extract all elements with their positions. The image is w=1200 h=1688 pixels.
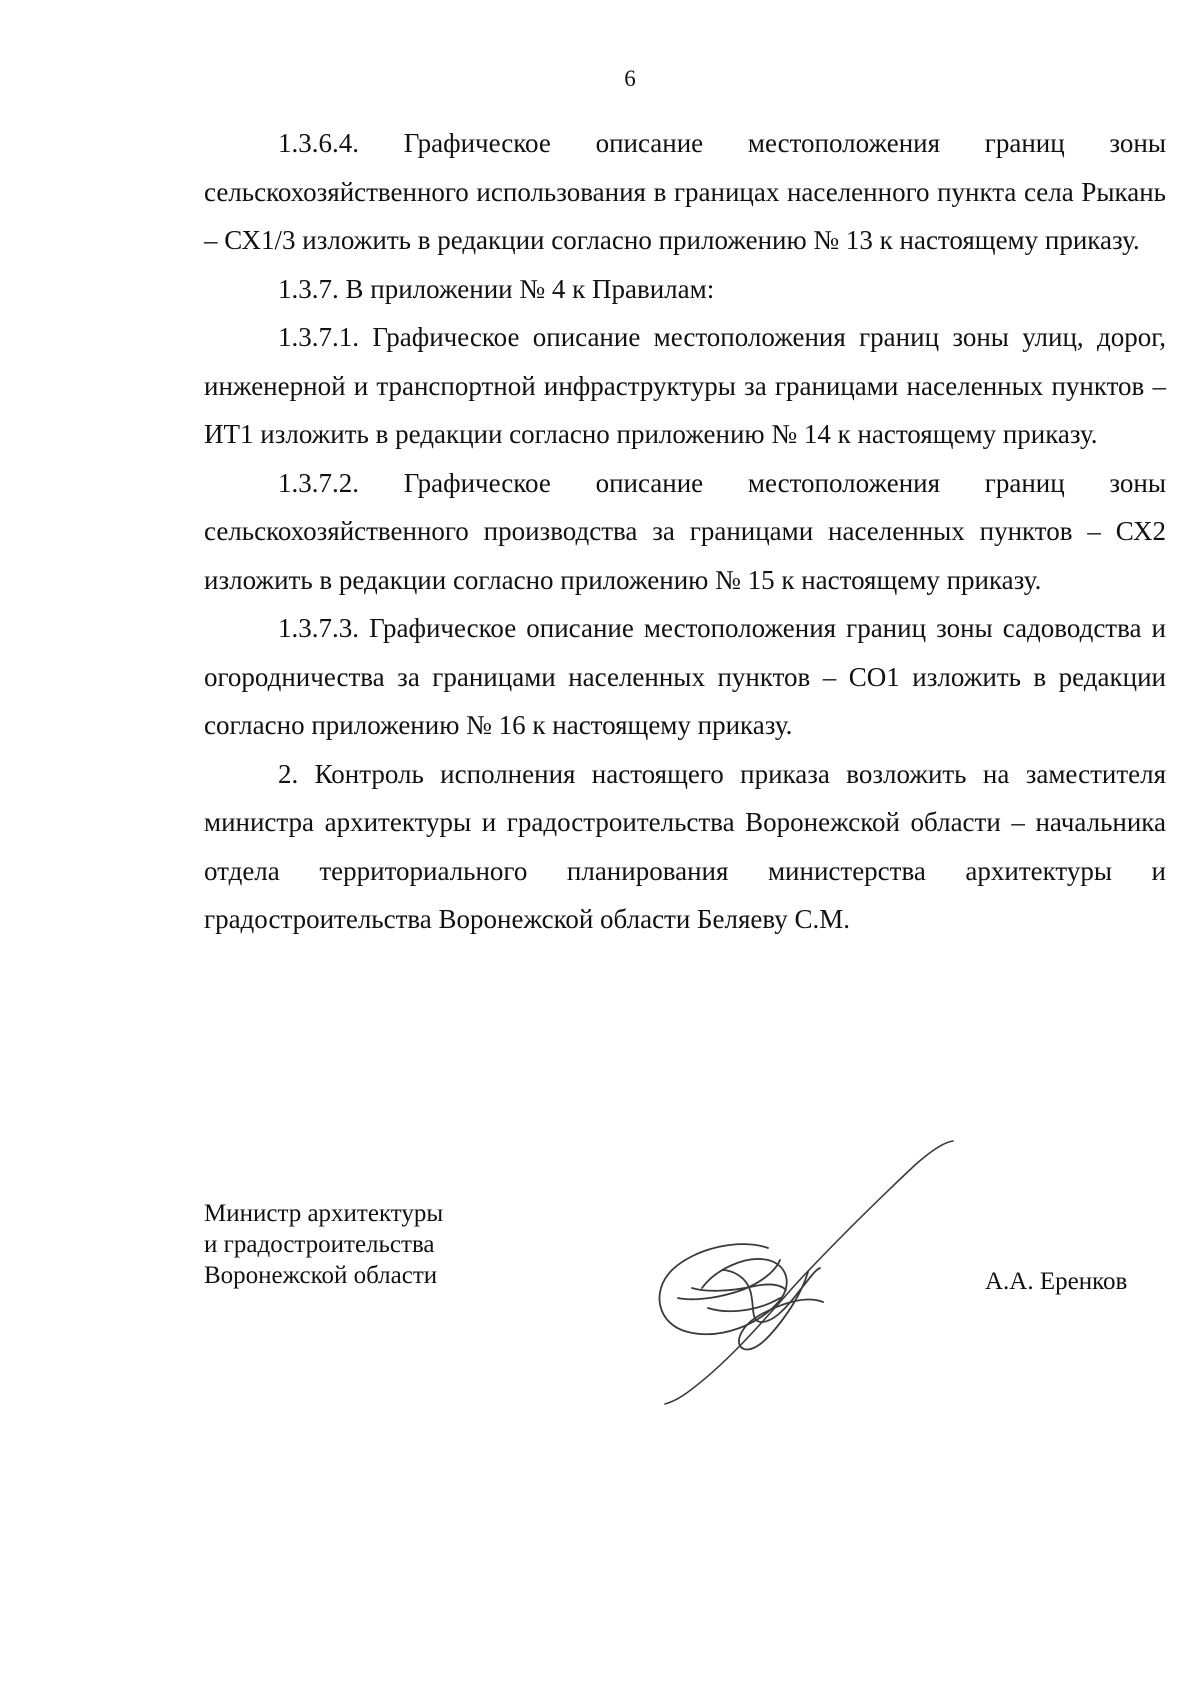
signatory-position-line: Воронежской области [204,1262,438,1289]
signature-stroke [739,1272,823,1349]
paragraph-1-3-7: 1.3.7. В приложении № 4 к Правилам: [278,273,715,304]
document-body [204,119,1166,944]
paragraph-1-3-7-3: 1.3.7.3. Графическое описание местоположения границ зоны садоводства и огородничества за границами населенных пунктов – СО1 изложить в редакции согласно приложению № 16 к настоящему приказу. [204,613,1166,740]
handwritten-signature [610,1120,970,1410]
signature-stroke [692,1284,786,1290]
page-number: 6 [624,66,636,91]
paragraph-1-3-7-2: 1.3.7.2. Графическое описание местоположения границ зоны сельскохозяйственного производства за границами населенных пунктов – СХ2 изложить в редакции согласно приложению № 15 к настоящему приказу. [204,467,1166,595]
paragraph-1-3-6-4: 1.3.6.4. Графическое описание местоположения границ зоны сельскохозяйственного использования в границах населенного пункта села Рыкань – СХ1/3 изложить в редакции согласно приложению № 13 к настоящему приказу. [204,128,1166,255]
signatory-position-line: и градостроительства [204,1231,435,1258]
paragraph-2-control: 2. Контроль исполнения настоящего приказа возложить на заместителя министра архитектуры и градостроительства Воронежской области – начальника отдела территориального планирования министерства архитектуры и градостроительства Воронежской области Беляеву С.М. [204,758,1166,934]
signatory-position-line: Министр архитектуры [204,1200,444,1227]
signatory-name: А.А. Еренков [985,1268,1128,1295]
signature-stroke [722,1268,820,1322]
signature-stroke [665,1141,953,1404]
paragraph-1-3-7-1: 1.3.7.1. Графическое описание местоположения границ зоны улиц, дорог, инженерной и транспортной инфраструктуры за границами населенных пунктов – ИТ1 изложить в редакции согласно приложению № 14 к настоящему приказу. [204,322,1166,449]
signatory-position [204,1198,443,1291]
signature-stroke [708,1298,780,1311]
